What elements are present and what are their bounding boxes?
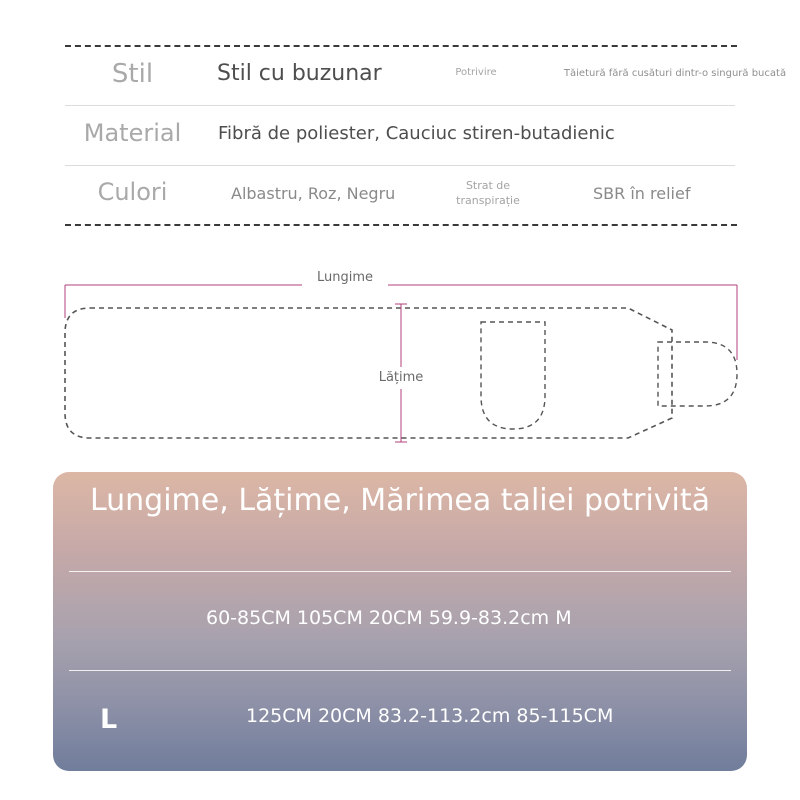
fit-value: Tăietură fără cusături dintr-o singură bucată xyxy=(563,68,787,79)
top-dashed-divider xyxy=(65,45,737,47)
closure-tab-outline xyxy=(658,342,737,406)
size-chart-divider xyxy=(69,670,731,671)
bottom-dashed-divider xyxy=(65,224,737,226)
size-row-values: 60-85CM 105CM 20CM 59.9-83.2cm M xyxy=(206,607,572,629)
size-chart-card xyxy=(53,472,747,771)
style-label: Stil xyxy=(111,59,154,89)
size-row-label: L xyxy=(100,704,118,735)
colors-value: Albastru, Roz, Negru xyxy=(231,184,396,203)
sweat-layer-value: SBR în relief xyxy=(593,184,691,203)
style-value: Stil cu buzunar xyxy=(217,61,382,86)
row-divider xyxy=(65,165,735,166)
width-label: Lățime xyxy=(368,367,434,389)
material-value: Fibră de poliester, Cauciuc stiren-butadienic xyxy=(218,123,615,144)
length-label: Lungime xyxy=(302,267,388,289)
fit-label: Potrivire xyxy=(455,67,497,78)
size-chart-title: Lungime, Lățime, Mărimea taliei potrivită xyxy=(89,483,711,518)
belt-diagram xyxy=(0,255,800,455)
size-chart-divider xyxy=(69,571,731,572)
sweat-layer-label: Strat de transpirație xyxy=(456,179,520,207)
colors-label: Culori xyxy=(97,178,168,206)
row-divider xyxy=(65,105,735,106)
pocket-outline xyxy=(481,322,545,429)
material-label: Material xyxy=(83,119,182,147)
size-row-values: 125CM 20CM 83.2-113.2cm 85-115CM xyxy=(246,705,614,727)
